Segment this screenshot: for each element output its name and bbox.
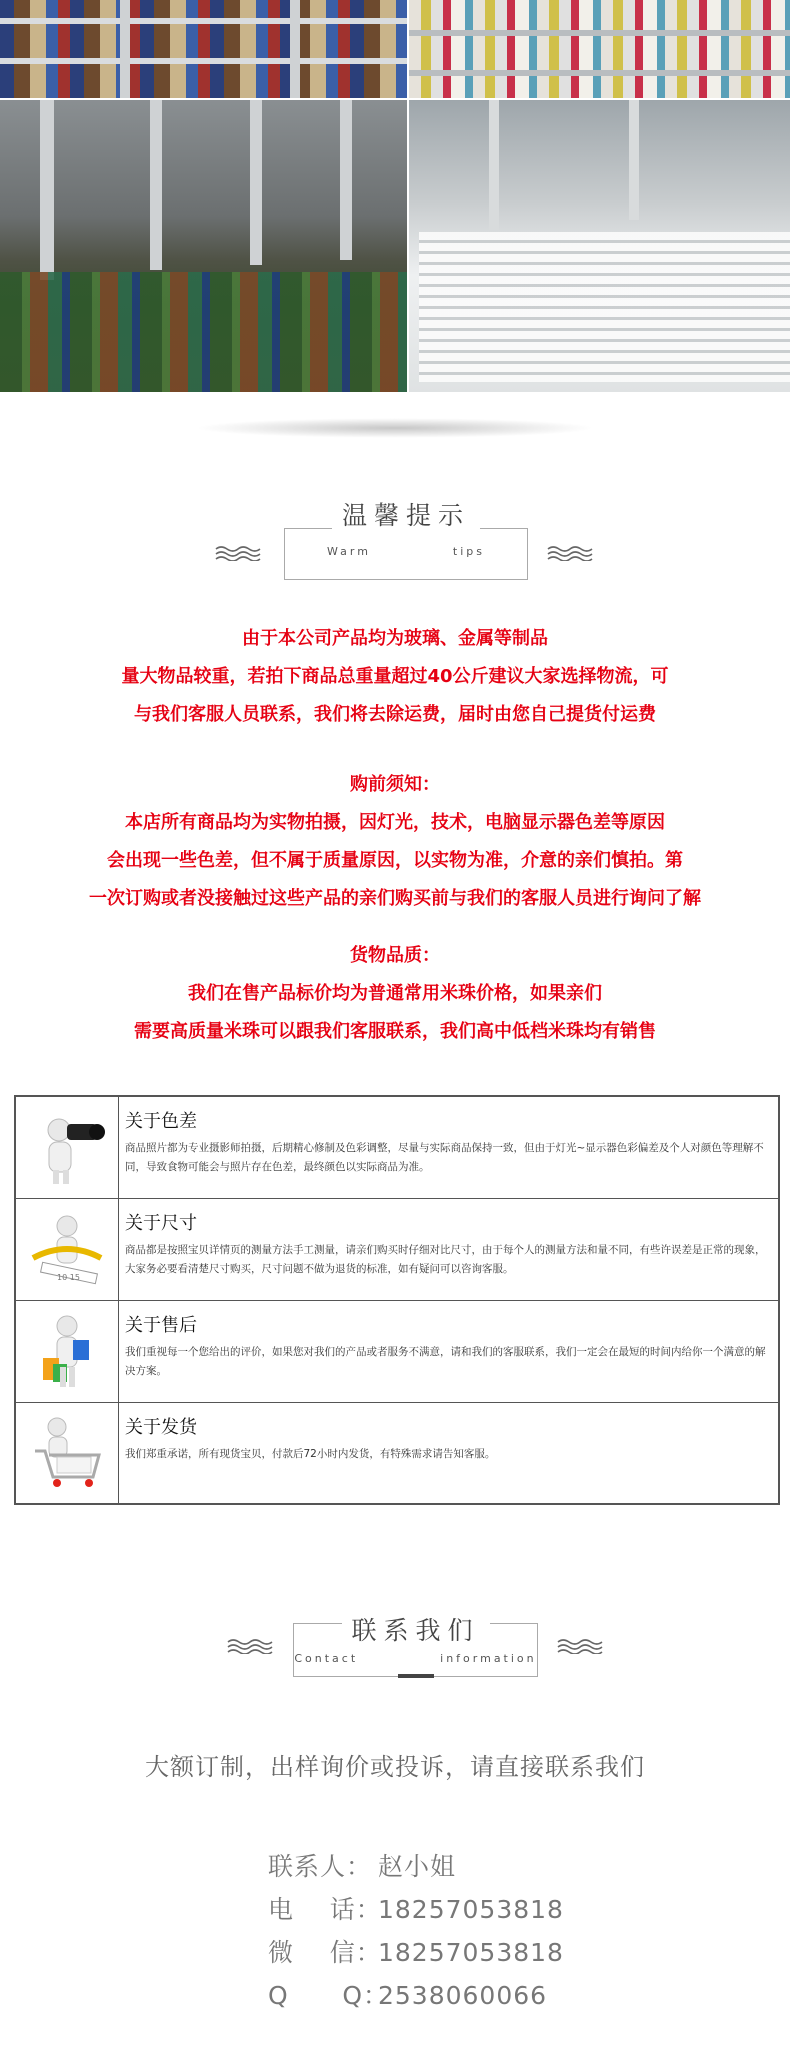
wechat-value[interactable]: 18257053818 [378,1938,564,1967]
tips-title-en: Warm tips [326,545,486,558]
contact-details [268,1845,564,2017]
decorative-shadow [195,418,595,438]
pre-purchase-line: 一次订购或者没接触过这些产品的亲们购买前与我们的客服人员进行询问了解 [89,888,701,909]
contact-label: 联系人： [268,1852,373,1881]
shopping-cart-person-icon [16,1403,119,1503]
contact-title-cn: 联系我们 [341,1616,489,1646]
table-row [16,1097,778,1199]
contact-title-box [293,1616,538,1677]
shipping-notice [0,620,790,734]
contact-label: 微 信： [268,1938,382,1967]
contact-person-line [268,1845,564,1888]
pre-purchase-line: 本店所有商品均为实物拍摄，因灯光，技术，电脑显示器色差等原因 [125,812,665,833]
notice-line: 与我们客服人员联系，我们将去除运费，届时由您自己提货付运费 [134,704,656,725]
warehouse-shelves-photo-1 [0,0,407,98]
contact-label: 电 话： [268,1895,382,1924]
warehouse-shelves-photo-2 [409,0,790,98]
ruler-person-icon [16,1199,119,1300]
row-description: 我们重视每一个您给出的评价，如果您对我们的产品或者服务不满意，请和我们的客服联系，我们一定会在最短的时间内给你一个满意的解决方案。 [125,1346,766,1377]
row-title: 关于尺寸 [125,1213,197,1234]
svg-text:10 15: 10 15 [57,1272,80,1282]
pre-purchase-heading: 购前须知： [350,774,440,795]
right-wave-icon [557,1638,603,1654]
info-table [14,1095,780,1505]
pre-purchase-line: 会出现一些色差，但不属于质量原因，以实物为准，介意的亲们慎拍。第 [107,850,683,871]
row-title: 关于色差 [125,1111,197,1132]
title-underline [398,1674,434,1678]
quality-line: 需要高质量米珠可以跟我们客服联系，我们高中低档米珠均有销售 [134,1021,656,1042]
tips-title-box [284,501,528,580]
right-wave-icon [547,545,593,561]
left-wave-icon [227,1638,273,1654]
qq-value[interactable]: 2538060066 [378,1981,548,2010]
phone-value[interactable]: 18257053818 [378,1895,564,1924]
warehouse-hall-photo [0,100,407,392]
row-description: 商品照片都为专业摄影师拍摄，后期精心修制及色彩调整，尽量与实际商品保持一致，但由于灯光~显示器色彩偏差及个人对颜色等理解不同，导致食物可能会与照片存在色差，最终颜色以实际商品为准。 [125,1142,764,1173]
shopping-bags-person-icon [16,1301,119,1402]
contact-title-en: Contact information [294,1652,537,1665]
qq-line [268,1974,564,2017]
row-description: 我们郑重承诺，所有现货宝贝，付款后72小时内发货，有特殊需求请告知客服。 [125,1448,496,1460]
notice-line: 量大物品较重，若拍下商品总重量超过40公斤建议大家选择物流，可 [121,666,669,687]
row-title: 关于售后 [125,1315,197,1336]
warehouse-photo-grid [0,0,790,392]
camera-person-icon [16,1097,119,1198]
phone-line [268,1888,564,1931]
row-description: 商品都是按照宝贝详情页的测量方法手工测量，请亲们购买时仔细对比尺寸，由于每个人的测量方法和量不同，有些许误差是正常的现象，大家务必要看清楚尺寸购买，尺寸问题不做为退货的标准，如有疑问可以咨询客服。 [125,1244,766,1275]
left-wave-icon [215,545,261,561]
contact-intro: 大额订制，出样询价或投诉，请直接联系我们 [145,1753,645,1781]
table-row [16,1199,778,1301]
wechat-line [268,1931,564,1974]
packaged-goods-photo [409,100,790,392]
quality-heading: 货物品质： [350,945,440,966]
contact-label: Q Q： [268,1981,390,2010]
quality-notice [0,937,790,1051]
pre-purchase-notice [0,766,790,918]
tips-title-cn: 温馨提示 [332,501,480,531]
notice-line: 由于本公司产品均为玻璃、金属等制品 [242,628,548,649]
quality-line: 我们在售产品标价均为普通常用米珠价格，如果亲们 [188,983,602,1004]
contact-value[interactable]: 赵小姐 [378,1852,457,1881]
table-row [16,1301,778,1403]
row-title: 关于发货 [125,1417,197,1438]
table-row [16,1403,778,1503]
